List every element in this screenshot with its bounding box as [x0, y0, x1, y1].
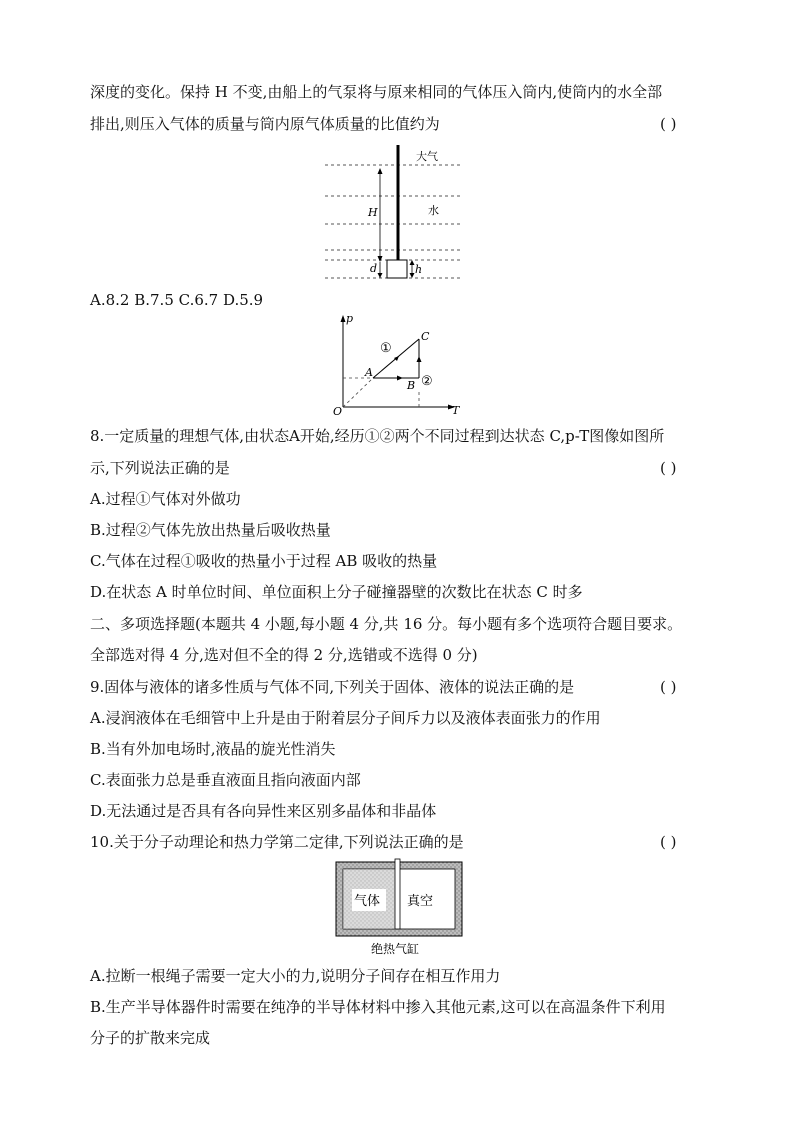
label-process-2: ② — [421, 374, 433, 389]
q7-text-line2: 排出,则压入气体的质量与筒内原气体质量的比值约为 — [90, 115, 440, 133]
label-gas: 气体 — [354, 894, 381, 909]
q10-option-b-line1: B.生产半导体器件时需要在纯净的半导体材料中掺入其他元素,这可以在高温条件下利用 — [90, 998, 666, 1016]
q7-answer-paren: ( ) — [660, 115, 677, 133]
partition — [395, 859, 400, 929]
label-B: B — [407, 379, 416, 392]
q10-option-a: A.拉断一根绳子需要一定大小的力,说明分子间存在相互作用力 — [90, 967, 501, 985]
q8-stem-line2: 示,下列说法正确的是 — [90, 459, 230, 477]
q10-adiabatic-cylinder — [330, 858, 465, 958]
label-water: 水 — [428, 204, 439, 217]
label-d: d — [370, 262, 378, 275]
label-process-1: ① — [380, 341, 392, 356]
q8-option-d: D.在状态 A 时单位时间、单位面积上分子碰撞器壁的次数比在状态 C 时多 — [90, 583, 583, 601]
label-C: C — [421, 330, 430, 343]
q9-option-a: A.浸润液体在毛细管中上升是由于附着层分子间斥力以及液体表面张力的作用 — [90, 709, 601, 727]
label-p: p — [346, 312, 354, 325]
q10-answer-paren: ( ) — [660, 833, 677, 851]
label-A: A — [365, 366, 373, 379]
q9-option-c: C.表面张力总是垂直液面且指向液面内部 — [90, 771, 361, 789]
q8-pT-graph — [325, 310, 465, 418]
q8-option-a: A.过程①气体对外做功 — [90, 490, 241, 508]
q9-answer-paren: ( ) — [660, 678, 677, 696]
section2-heading-line2: 全部选对得 4 分,选对但不全的得 2 分,选错或不选得 0 分) — [90, 646, 478, 664]
q10-option-b-line2: 分子的扩散来完成 — [90, 1029, 211, 1047]
section2-heading-line1: 二、多项选择题(本题共 4 小题,每小题 4 分,共 16 分。每小题有多个选项符合题目要求。 — [90, 615, 683, 633]
q8-option-b: B.过程②气体先放出热量后吸收热量 — [90, 521, 331, 539]
q8-option-c: C.气体在过程①吸收的热量小于过程 AB 吸收的热量 — [90, 552, 438, 570]
q9-stem: 9.固体与液体的诸多性质与气体不同,下列关于固体、液体的说法正确的是 — [90, 678, 575, 696]
q10-stem: 10.关于分子动理论和热力学第二定律,下列说法正确的是 — [90, 833, 464, 851]
q7-options: A.8.2 B.7.5 C.6.7 D.5.9 — [90, 291, 264, 309]
label-O: O — [333, 405, 343, 418]
q7-text-line1: 深度的变化。保持 H 不变,由船上的气泵将与原来相同的气体压入筒内,使筒内的水全部 — [90, 83, 663, 101]
q8-answer-paren: ( ) — [660, 459, 677, 477]
label-atm: 大气 — [416, 150, 438, 163]
figure-caption: 绝热气缸 — [371, 942, 420, 956]
label-T: T — [452, 404, 460, 417]
label-h: h — [415, 263, 423, 276]
q9-option-b: B.当有外加电场时,液晶的旋光性消失 — [90, 740, 336, 758]
label-vacuum: 真空 — [407, 894, 434, 909]
q9-option-d: D.无法通过是否具有各向异性来区别多晶体和非晶体 — [90, 802, 437, 820]
label-H: H — [368, 206, 378, 219]
q7-figure — [320, 140, 470, 285]
cylinder — [387, 260, 407, 278]
q8-stem-line1: 8.一定质量的理想气体,由状态A开始,经历①②两个不同过程到达状态 C,p-T图像如图所 — [90, 427, 665, 445]
